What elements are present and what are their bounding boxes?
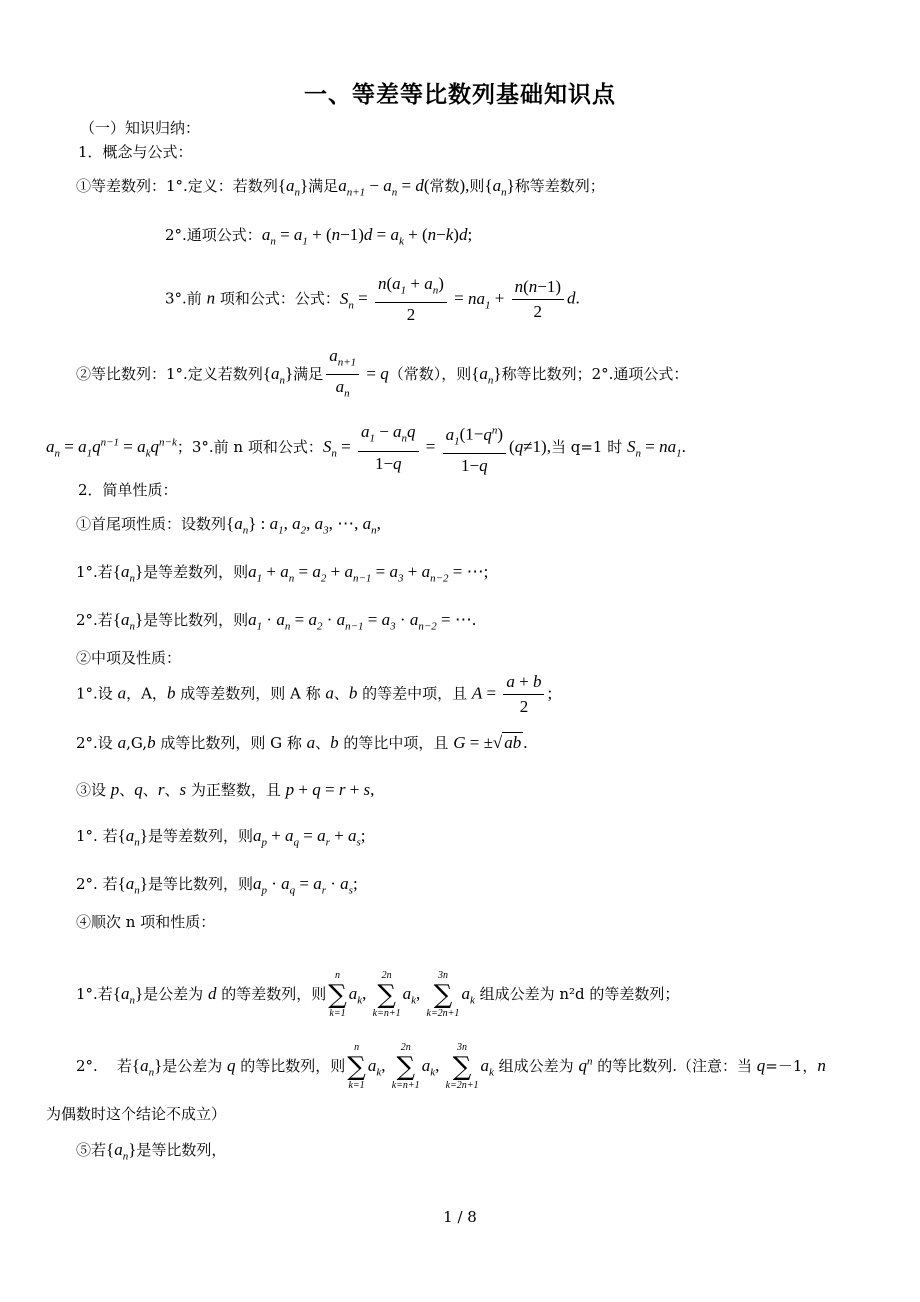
prop3-geo: 2°. 若$\{a_n\}$是等比数列，则$a_p \cdot a_q = a_r \cdot a_s$; — [76, 874, 358, 897]
prop4-geo-continued: 为偶数时这个结论不成立） — [46, 1105, 227, 1123]
arith-sum-formula: 3°.前 n 项和公式：公式：$S_n$ = $\frac{n(a_1 + a_n)}{2}$ = $na_1$ + $\frac{n(n-1)}{2}$ d. — [165, 274, 580, 325]
prop3-head: ③设 p、q、r、s 为正整数，且 p + q = r + s, — [76, 780, 375, 799]
prop1-arith: 1°.若$\{a_n\}$是等差数列，则$a_1 + a_n = a_2 + a_{n-1} = a_3 + a_{n-2}$ = ⋯; — [76, 562, 489, 585]
prop1-geo: 2°.若$\{a_n\}$是等比数列，则$a_1 \cdot a_n = a_2 \cdot a_{n-1} = a_3 \cdot a_{n-2}$ = ⋯. — [76, 610, 477, 633]
prop2-arith-mean: 1°.设 a，A，b 成等差数列，则 A 称 a、b 的等差中项，且 A = $\frac{a + b}{2}$ ; — [76, 672, 553, 716]
prop5-head: ⑤若$\{a_n\}$是等比数列， — [76, 1140, 227, 1163]
prop4-geo: 2°. 若$\{a_n\}$是公差为 q 的等比数列，则 n ∑ k=1 $a_k$, 2n ∑ k=n+1 $a_k$, 3n ∑ k=2n+1 $a_k$ 组成公差为 $q^n$ 的等比数列.（注意：当 q=－1，n — [76, 1042, 826, 1091]
prop4-arith: 1°.若$\{a_n\}$是公差为 d 的等差数列，则 n ∑ k=1 $a_k$, 2n ∑ k=n+1 $a_k$, 3n ∑ k=2n+1 $a_k$ 组成公差为 n²d 的等差数列； — [76, 970, 680, 1019]
prop2-head: ②中项及性质： — [76, 649, 182, 667]
prop1-head: ①首尾项性质：设数列$\{a_n\}$ : $a_1$, $a_2$, $a_3$, ⋯, $a_n$, — [76, 514, 381, 537]
page-title: 一、等差等比数列基础知识点 — [304, 82, 616, 108]
item-heading-2: 2．简单性质： — [78, 481, 178, 499]
prop2-geo-mean: 2°.设 a,G,b 成等比数列，则 G 称 a、b 的等比中项，且 G = ±√ ab . — [76, 733, 528, 752]
page-number: 1 / 8 — [443, 1208, 477, 1226]
prop3-arith: 1°. 若$\{a_n\}$是等差数列，则$a_p + a_q = a_r + a_s$; — [76, 826, 366, 849]
geo-definition: ②等比数列：1°.定义若数列$\{a_n\}$满足 $\frac{a_{n+1}}{a_n}$ = q（常数），则$\{a_n\}$称等比数列；2°.通项公式： — [76, 346, 689, 400]
geo-general-and-sum: $a_n = a_1q^{n-1} = a_kq^{n-k}$；3°.前 n 项和公式：$S_n$ = $\frac{a_1 - a_nq}{1-q}$ = $\frac{a_1(1-q^n)}{1-q}$ (q≠1),当 q=1 时 $S_n = na_1$. — [46, 420, 686, 476]
prop4-head: ④顺次 n 项和性质： — [76, 913, 216, 931]
item-heading: 1．概念与公式： — [78, 143, 193, 161]
section-header: （一）知识归纳： — [80, 119, 201, 137]
arith-definition: ①等差数列：1°.定义：若数列$\{a_n\}$满足$a_{n+1} - a_n = d$(常数),则$\{a_n\}$称等差数列； — [76, 176, 605, 199]
arith-general-term: 2°.通项公式：$a_n = a_1 + (n-1)d = a_k + (n-k)d$; — [165, 225, 473, 248]
